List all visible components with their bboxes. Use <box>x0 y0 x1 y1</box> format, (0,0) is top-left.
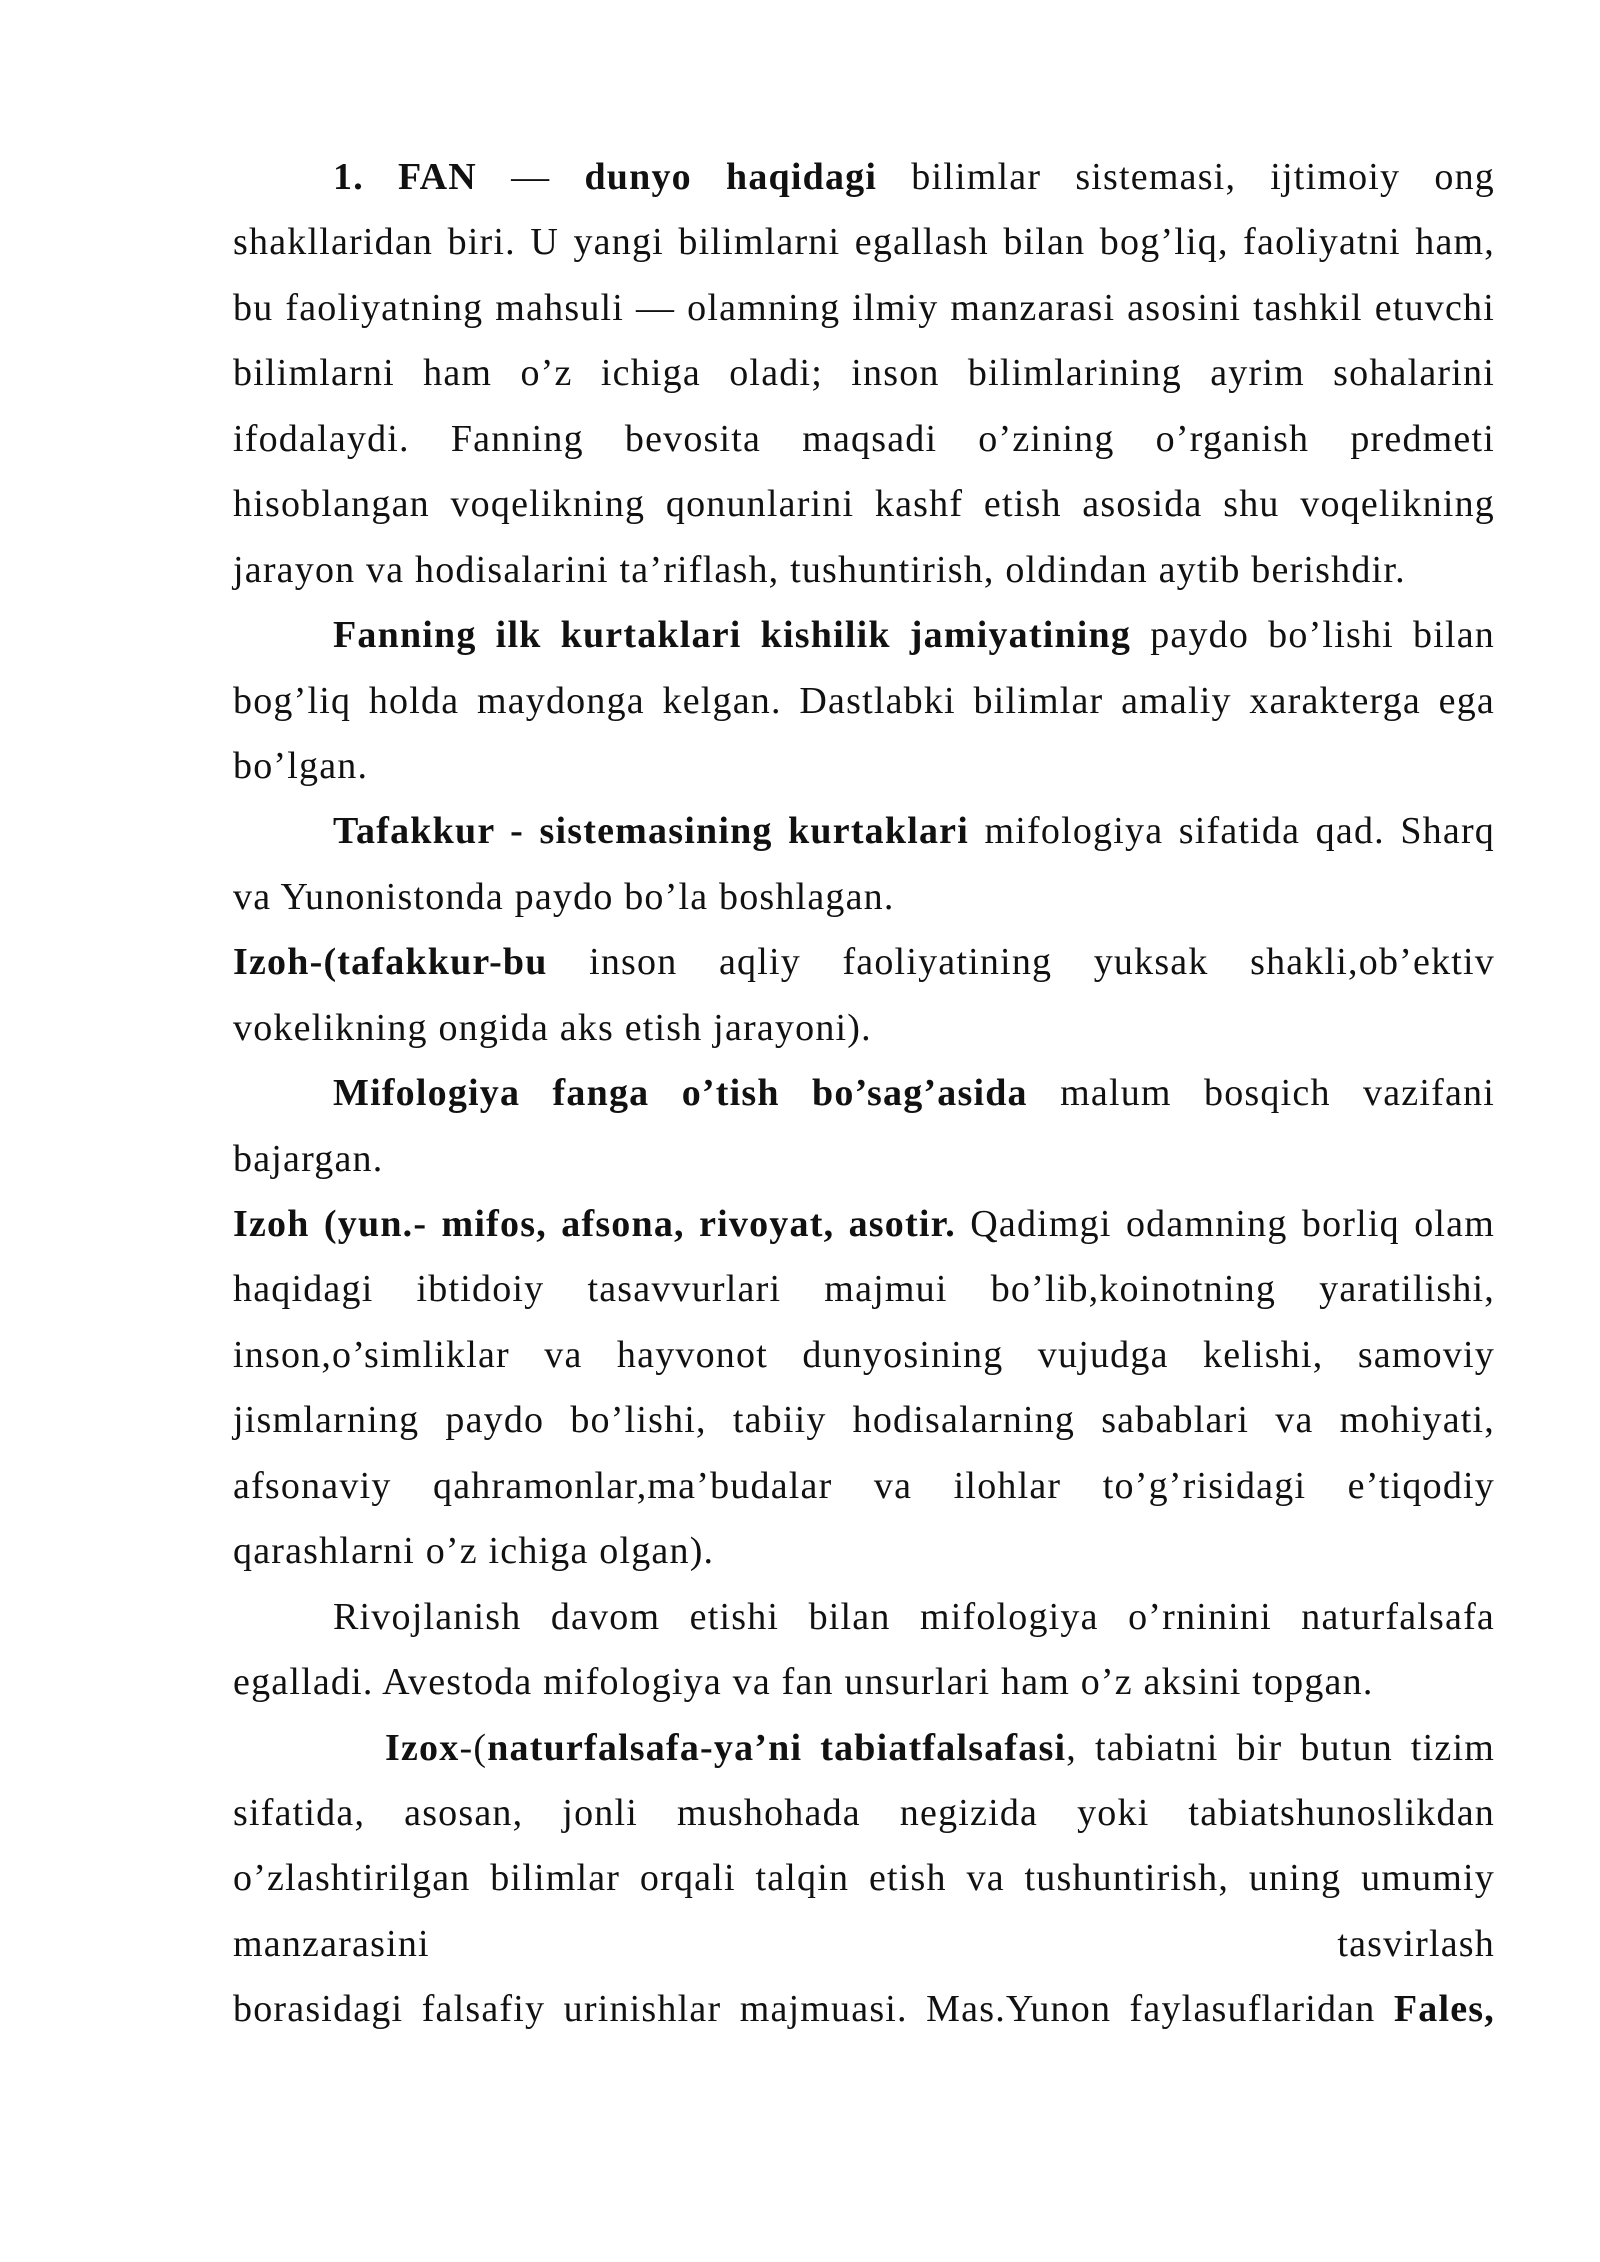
text-line <box>233 1912 1495 1977</box>
text-run: jismlarning paydo bo’lishi, tabiiy hodisalarning sabablari va mohiyati, <box>233 1399 1495 1442</box>
text-line <box>233 145 1495 210</box>
text-line <box>233 538 1495 603</box>
bold-term: Mifologiya fanga o’tish bo’sag’asida <box>333 1072 1028 1115</box>
text-line <box>233 799 1495 864</box>
text-run: bog’liq holda maydonga kelgan. Dastlabki bilimlar amaliy xarakterga ega <box>233 679 1495 722</box>
text-run: Qadimgi odamning borliq olam <box>955 1203 1495 1245</box>
bold-term: Tafakkur - sistemasining kurtaklari <box>333 810 970 853</box>
text-run: ifodalaydi. Fanning bevosita maqsadi o’zining o’rganish predmeti <box>233 417 1495 460</box>
text-line <box>233 1519 1495 1584</box>
bold-term: dunyo haqidagi <box>584 156 878 198</box>
text-line <box>233 1585 1495 1650</box>
text-line <box>233 1388 1495 1453</box>
text-run: va Yunonistonda paydo bo’la boshlagan. <box>233 875 895 918</box>
text-run: vokelikning ongida aks etish jarayoni). <box>233 1006 872 1049</box>
text-line <box>233 276 1495 341</box>
text-line <box>233 210 1495 275</box>
text-line <box>233 669 1495 734</box>
bold-term: Fanning ilk kurtaklari kishilik jamiyatining <box>333 614 1132 657</box>
paragraph-izoh-mifos <box>233 1192 1495 1585</box>
text-run: bo’lgan. <box>233 744 369 787</box>
bold-term: Fales, <box>1393 1988 1495 2031</box>
text-line <box>233 996 1495 1061</box>
text-run: — <box>476 156 585 198</box>
text-run: hisoblangan voqelikning qonunlarini kashf etish asosida shu voqelikning <box>233 483 1495 526</box>
text-line <box>233 1716 1495 1781</box>
document-page <box>233 145 1495 2043</box>
bold-term: naturfalsafa-ya’ni tabiatfalsafasi <box>487 1726 1067 1769</box>
bold-term: Izoh-(tafakkur-bu <box>233 941 548 984</box>
text-run: inson,o’simliklar va hayvonot dunyosining vujudga kelishi, samoviy <box>233 1333 1495 1376</box>
text-run: bilimlarni ham o’z ichiga oladi; inson bilimlarining ayrim sohalarini <box>233 352 1495 395</box>
text-run: mifologiya sifatida qad. Sharq <box>969 810 1495 853</box>
text-line <box>233 734 1495 799</box>
text-line <box>233 1977 1495 2042</box>
text-line <box>233 1257 1495 1322</box>
text-run: Rivojlanish davom etishi bilan mifologiya o’rninini naturfalsafa <box>333 1595 1495 1638</box>
text-line <box>233 1650 1495 1715</box>
paragraph-rivojlanish <box>233 1585 1495 1716</box>
paragraph-izoh-tafakkur <box>233 930 1495 1061</box>
text-line <box>233 1127 1495 1192</box>
text-line <box>233 865 1495 930</box>
bold-term: 1. FAN <box>333 156 477 198</box>
text-line <box>233 341 1495 406</box>
text-line <box>233 930 1495 995</box>
text-run: qarashlarni o’z ichiga olgan). <box>233 1530 715 1573</box>
paragraph-izox-naturfalsafa <box>233 1716 1495 2043</box>
text-run: afsonaviy qahramonlar,ma’budalar va ilohlar to’g’risidagi e’tiqodiy <box>233 1464 1495 1507</box>
paragraph-mifologiya <box>233 1061 1495 1192</box>
text-run: bajargan. <box>233 1137 384 1180</box>
text-run: -( <box>459 1726 488 1769</box>
text-run: paydo bo’lishi bilan <box>1131 614 1495 657</box>
text-line <box>233 1323 1495 1388</box>
paragraph-tafakkur <box>233 799 1495 930</box>
text-run: , tabiatni bir butun tizim <box>1066 1726 1496 1769</box>
text-run: inson aqliy faoliyatining yuksak shakli,ob’ektiv <box>547 941 1495 984</box>
paragraph-fan-origins <box>233 603 1495 799</box>
text-line <box>233 1781 1495 1846</box>
text-line <box>233 603 1495 668</box>
text-run: haqidagi ibtidoiy tasavvurlari majmui bo’lib,koinotning yaratilishi, <box>233 1268 1495 1311</box>
text-run: egalladi. Avestoda mifologiya va fan unsurlari ham o’z aksini topgan. <box>233 1661 1374 1704</box>
text-line <box>233 472 1495 537</box>
text-line <box>233 1061 1495 1126</box>
text-run: o’zlashtirilgan bilimlar orqali talqin etish va tushuntirish, uning umumiy <box>233 1857 1495 1900</box>
text-line <box>233 1454 1495 1519</box>
text-line <box>233 1192 1495 1257</box>
text-run: jarayon va hodisalarini ta’riflash, tushuntirish, oldindan aytib berishdir. <box>233 548 1406 591</box>
paragraph-fan-definition <box>233 145 1495 603</box>
text-run: manzarasini tasvirlash <box>233 1922 1495 1965</box>
text-line <box>233 1846 1495 1911</box>
text-run: shakllaridan biri. U yangi bilimlarni egallash bilan bog’liq, faoliyatni ham, <box>233 221 1495 264</box>
bold-term: Izox <box>385 1726 460 1769</box>
text-run: borasidagi falsafiy urinishlar majmuasi. Mas.Yunon faylasuflaridan <box>233 1988 1394 2031</box>
bold-term: Izoh (yun.- mifos, afsona, rivoyat, asotir. <box>233 1203 956 1245</box>
text-line <box>233 407 1495 472</box>
text-run: bu faoliyatning mahsuli — olamning ilmiy manzarasi asosini tashkil etuvchi <box>233 286 1495 329</box>
text-run: sifatida, asosan, jonli mushohada negizida yoki tabiatshunoslikdan <box>233 1791 1495 1834</box>
text-run: bilimlar sistemasi, ijtimoiy ong <box>877 156 1495 198</box>
text-run: malum bosqich vazifani <box>1027 1072 1495 1115</box>
